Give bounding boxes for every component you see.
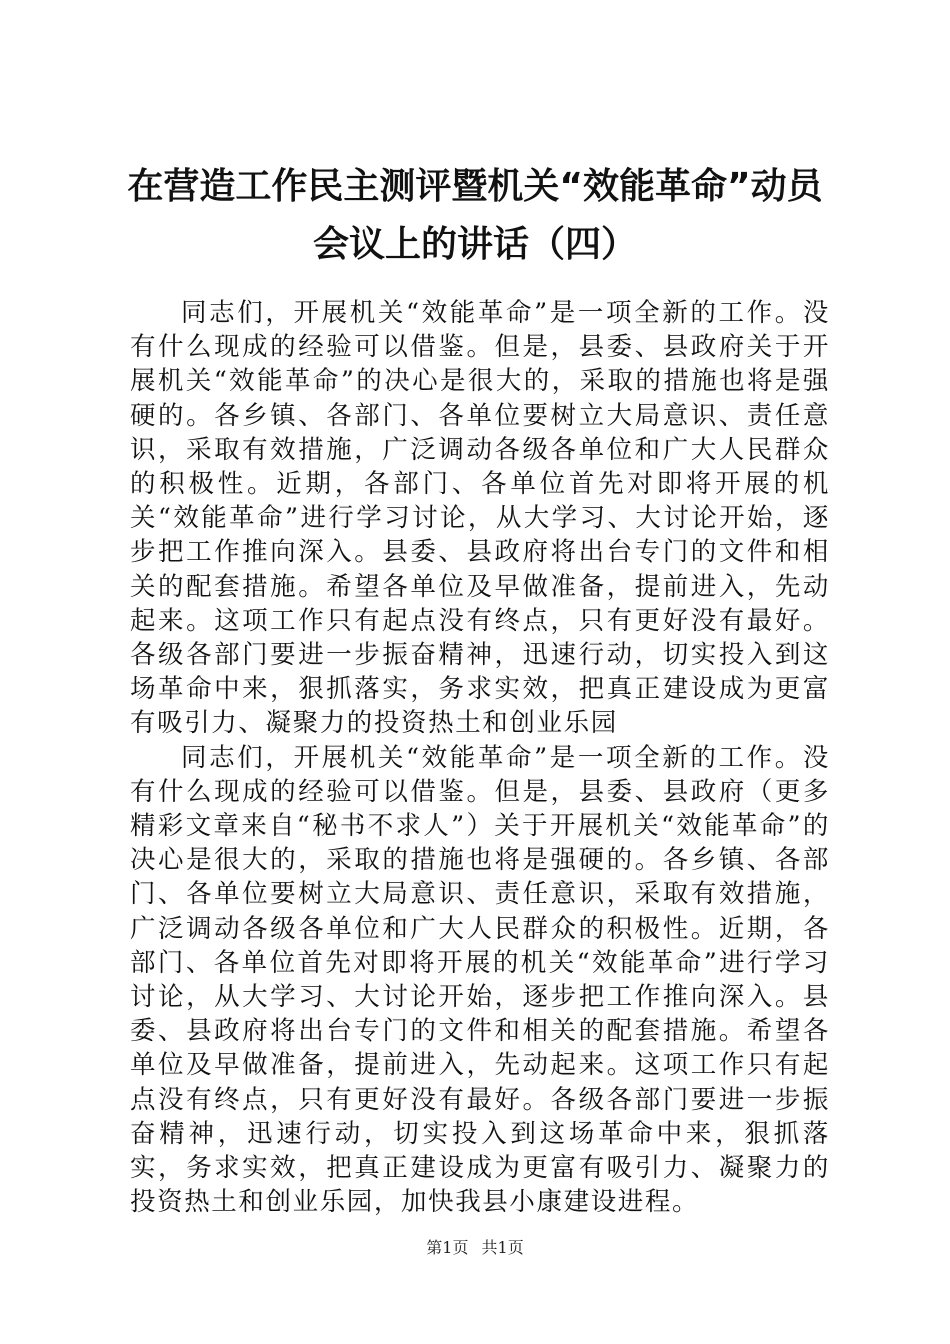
document-title [118, 158, 832, 274]
title-line-2: 会议上的讲话（四） [312, 224, 637, 265]
page-number: 第1页 [426, 1238, 469, 1257]
title-line-1: 在营造工作民主测评暨机关“效能革命”动员 [127, 166, 823, 207]
body-paragraph-2: 同志们，开展机关“效能革命”是一项全新的工作。没有什么现成的经验可以借鉴。但是，县委、县政府（更多精彩文章来自“秘书不求人”）关于开展机关“效能革命”的决心是很大的，采取的措施也将是强硬的。各乡镇、各部门、各单位要树立大局意识、责任意识，采取有效措施，广泛调动各级各单位和广大人民群众的积极性。近期，各部门、各单位首先对即将开展的机关“效能革命”进行学习讨论，从大学习、大讨论开始，逐步把工作推向深入。县委、县政府将出台专门的文件和相关的配套措施。希望各单位及早做准备，提前进入，先动起来。这项工作只有起点没有终点，只有更好没有最好。各级各部门要进一步振奋精神，迅速行动，切实投入到这场革命中来，狠抓落实，务求实效，把真正建设成为更富有吸引力、凝聚力的投资热土和创业乐园，加快我县小康建设进程。 [130, 742, 830, 1218]
body-paragraph-1: 同志们，开展机关“效能革命”是一项全新的工作。没有什么现成的经验可以借鉴。但是，县委、县政府关于开展机关“效能革命”的决心是很大的，采取的措施也将是强硬的。各乡镇、各部门、各单位要树立大局意识、责任意识，采取有效措施，广泛调动各级各单位和广大人民群众的积极性。近期，各部门、各单位首先对即将开展的机关“效能革命”进行学习讨论，从大学习、大讨论开始，逐步把工作推向深入。县委、县政府将出台专门的文件和相关的配套措施。希望各单位及早做准备，提前进入，先动起来。这项工作只有起点没有终点，只有更好没有最好。各级各部门要进一步振奋精神，迅速行动，切实投入到这场革命中来，狠抓落实，务求实效，把真正建设成为更富有吸引力、凝聚力的投资热土和创业乐园 [130, 298, 830, 739]
document-body [130, 296, 830, 1219]
page-footer [0, 1238, 950, 1258]
page-total: 共1页 [481, 1238, 524, 1257]
